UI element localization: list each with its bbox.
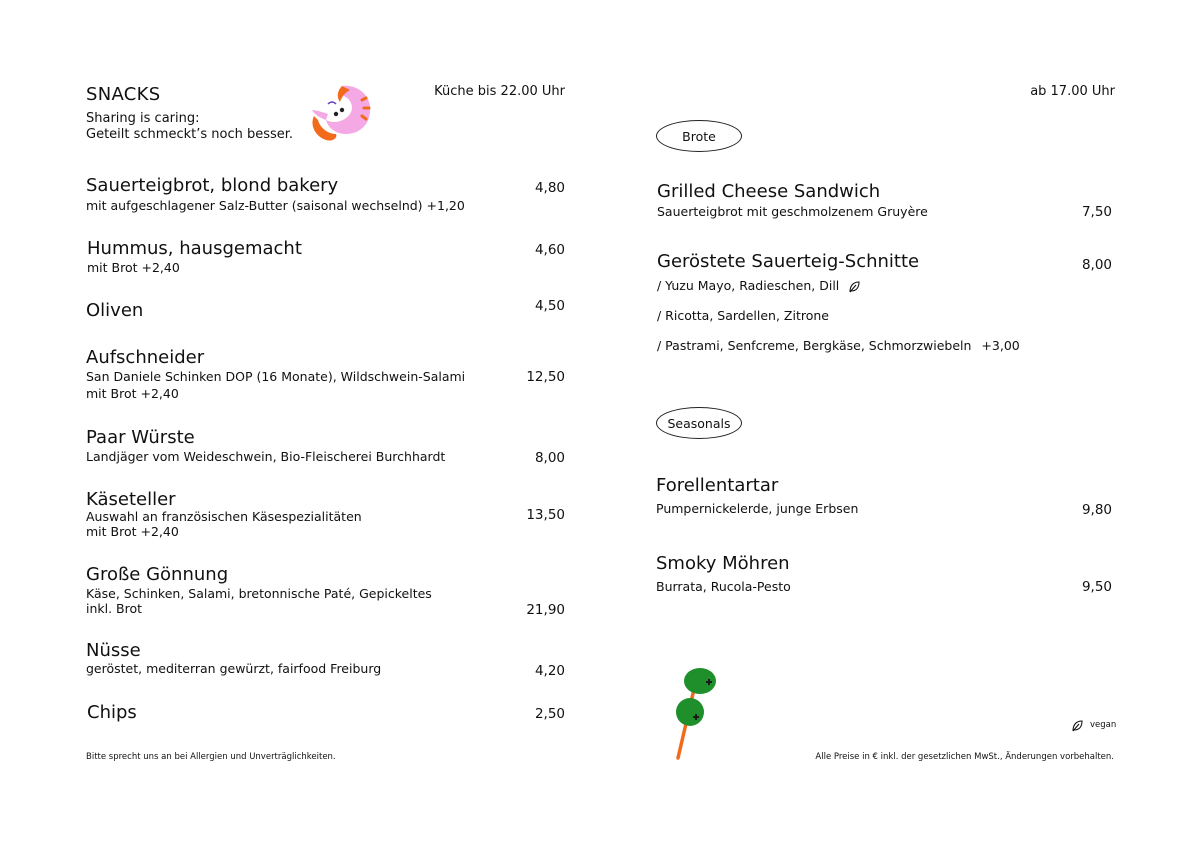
item-name: Sauerteigbrot, blond bakery [86, 175, 339, 196]
vegan-leaf-icon [847, 280, 861, 294]
opening-time: ab 17.00 Uhr [1030, 84, 1115, 99]
item-desc-extra: mit Brot +2,40 [86, 524, 179, 539]
item-desc: Sauerteigbrot mit geschmolzenem Gruyère [657, 204, 928, 219]
item-desc: Käse, Schinken, Salami, bretonnische Paté, Gepickeltes [86, 586, 432, 601]
item-desc: Burrata, Rucola-Pesto [656, 579, 791, 594]
item-name: Chips [87, 702, 137, 723]
item-price: 4,80 [534, 180, 565, 196]
item-desc: mit Brot +2,40 [87, 260, 180, 275]
item-name: Geröstete Sauerteig-Schnitte [657, 251, 920, 272]
item-name: Aufschneider [86, 347, 205, 368]
item-name: Paar Würste [86, 427, 195, 448]
vegan-legend-label: vegan [1090, 720, 1117, 730]
item-desc: Pumpernickelerde, junge Erbsen [656, 501, 859, 516]
item-price: 8,00 [1081, 257, 1112, 273]
option-line [657, 338, 1020, 354]
item-desc: geröstet, mediterran gewürzt, fairfood Freiburg [86, 661, 382, 676]
price-note: Alle Preise in € inkl. der gesetzlichen MwSt., Änderungen vorbehalten. [815, 752, 1114, 762]
item-desc: San Daniele Schinken DOP (16 Monate), Wildschwein-Salami [86, 369, 466, 384]
allergy-note: Bitte sprecht uns an bei Allergien und Unverträglichkeiten. [86, 752, 336, 762]
item-price: 2,50 [534, 706, 565, 722]
option-surcharge: +3,00 [981, 338, 1020, 353]
item-price: 13,50 [526, 507, 565, 523]
item-price: 8,00 [534, 450, 565, 466]
option-text: / Pastrami, Senfcreme, Bergkäse, Schmorzwiebeln [657, 338, 972, 353]
item-desc: Landjäger vom Weideschwein, Bio-Fleischerei Burchhardt [86, 449, 446, 464]
section-title: SNACKS [86, 84, 161, 105]
item-price: 4,20 [534, 663, 565, 679]
olive-skewer-illustration [668, 662, 724, 762]
item-price: 21,90 [526, 602, 565, 618]
item-price: 4,60 [534, 242, 565, 258]
vegan-leaf-icon [1070, 719, 1084, 733]
item-price: 4,50 [534, 298, 565, 314]
item-name: Oliven [86, 300, 144, 321]
item-price: 9,50 [1081, 579, 1112, 595]
item-name: Grilled Cheese Sandwich [657, 181, 881, 202]
item-price: 9,80 [1081, 502, 1112, 518]
option-line [657, 278, 861, 294]
shrimp-illustration [306, 82, 380, 148]
item-desc: Auswahl an französischen Käsespezialitäten [86, 509, 362, 524]
subtitle-line1: Sharing is caring: [86, 111, 200, 126]
option-line: / Ricotta, Sardellen, Zitrone [657, 308, 829, 323]
item-desc-extra: mit Brot +2,40 [86, 386, 179, 401]
option-text: / Yuzu Mayo, Radieschen, Dill [657, 278, 840, 293]
item-price: 7,50 [1081, 204, 1112, 220]
item-name: Smoky Möhren [656, 553, 790, 574]
subtitle-line2: Geteilt schmeckt’s noch besser. [86, 127, 294, 142]
item-price: 12,50 [526, 369, 565, 385]
kitchen-hours: Küche bis 22.00 Uhr [434, 84, 565, 99]
item-name: Hummus, hausgemacht [87, 238, 302, 259]
category-pill-brote: Brote [656, 120, 742, 152]
item-name: Käseteller [86, 489, 176, 510]
item-desc-extra: inkl. Brot [86, 601, 143, 616]
item-name: Große Gönnung [86, 564, 229, 585]
item-name: Forellentartar [656, 475, 779, 496]
item-name: Nüsse [86, 640, 141, 661]
item-desc: mit aufgeschlagener Salz-Butter (saisonal wechselnd) +1,20 [86, 198, 465, 213]
category-pill-seasonals: Seasonals [656, 407, 742, 439]
